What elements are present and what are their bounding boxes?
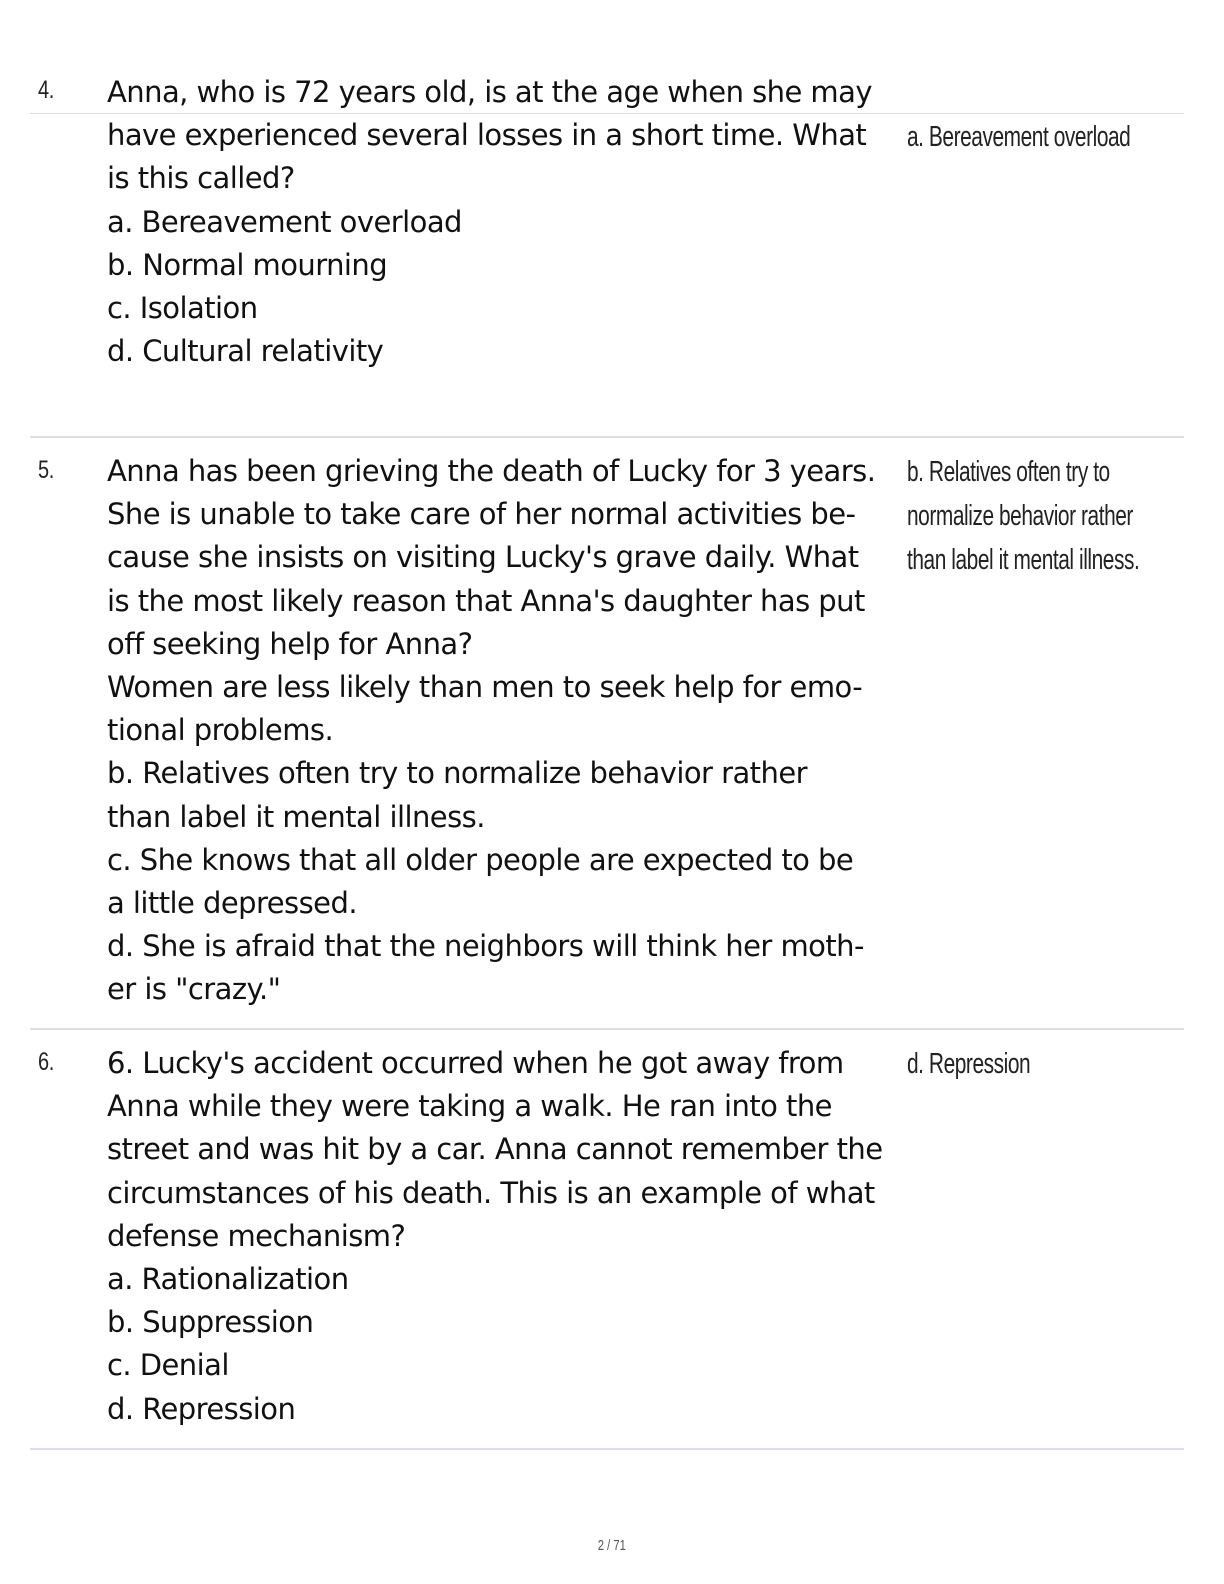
question-line: street and was hit by a car. Anna cannot remember the: [107, 1132, 883, 1167]
option-c: c. She knows that all older people are expected to be: [107, 842, 854, 877]
option-d: d. Repression: [107, 1391, 296, 1426]
question-line: Anna while they were taking a walk. He ran into the: [107, 1089, 832, 1124]
option-d: d. She is afraid that the neighbors will think her moth-: [107, 929, 864, 964]
card-number: 4.: [38, 76, 54, 104]
option-a: a. Bereavement overload: [107, 204, 462, 239]
question-text: [107, 71, 907, 373]
option-d: d. Cultural relativity: [107, 334, 384, 369]
question-line: circumstances of his death. This is an example of what: [107, 1175, 875, 1210]
answer-line: d. Repression: [907, 1048, 1031, 1080]
answer-line: b. Relatives often try to: [907, 456, 1110, 488]
question-line: defense mechanism?: [107, 1218, 406, 1253]
question-line: cause she insists on visiting Lucky's grave daily. What: [107, 540, 859, 575]
question-line: Anna has been grieving the death of Lucky for 3 years.: [107, 454, 876, 488]
question-line: off seeking help for Anna?: [107, 626, 473, 661]
option-b: b. Suppression: [107, 1305, 314, 1340]
answer-text: [907, 115, 1197, 159]
option-a: a. Rationalization: [107, 1262, 349, 1297]
option-c: c. Denial: [107, 1348, 229, 1383]
option-d: er is "crazy.": [107, 972, 281, 1007]
card-divider: [30, 1448, 1184, 1450]
page-footer: [0, 1537, 1224, 1554]
question-text: [107, 450, 907, 1012]
question-line: She is unable to take care of her normal activities be-: [107, 497, 856, 532]
card-divider: [30, 1028, 1184, 1030]
page-indicator: 2 / 71: [597, 1537, 627, 1554]
option-a: Women are less likely than men to seek help for emo-: [107, 670, 863, 705]
question-line: have experienced several losses in a short time. What: [107, 118, 867, 153]
question-line: is this called?: [107, 161, 295, 196]
answer-line: normalize behavior rather: [907, 500, 1133, 532]
term-divider: [30, 113, 1184, 114]
option-b: b. Normal mourning: [107, 247, 388, 282]
answer-text: [907, 450, 1197, 582]
card-number: 5.: [38, 456, 54, 484]
card-divider: [30, 436, 1184, 438]
option-c: a little depressed.: [107, 886, 357, 921]
option-b: than label it mental illness.: [107, 799, 485, 834]
question-text: [107, 1042, 907, 1431]
card-number: 6.: [38, 1048, 54, 1076]
answer-line: than label it mental illness.: [907, 544, 1140, 576]
answer-text: [907, 1042, 1197, 1086]
answer-line: a. Bereavement overload: [907, 121, 1131, 153]
option-a: tional problems.: [107, 713, 334, 748]
question-line: Anna, who is 72 years old, is at the age when she may: [107, 75, 872, 109]
option-b: b. Relatives often try to normalize behavior rather: [107, 756, 807, 791]
question-line: 6. Lucky's accident occurred when he got away from: [107, 1046, 844, 1080]
question-line: is the most likely reason that Anna's daughter has put: [107, 583, 865, 618]
option-c: c. Isolation: [107, 291, 258, 326]
